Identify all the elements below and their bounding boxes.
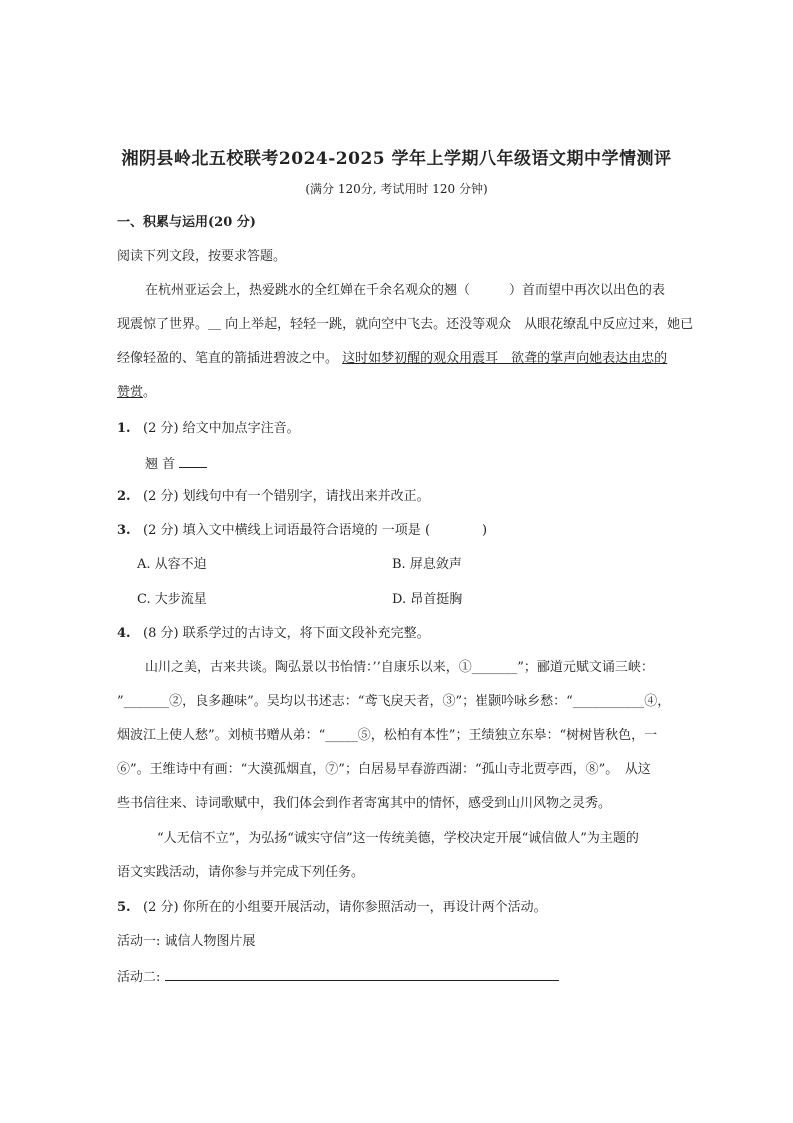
exam-subtitle: (满分 120分, 考试用时 120 分钟) [305,182,488,196]
question-3 [117,522,487,540]
answer-blank[interactable] [179,454,207,468]
underlined-sentence: 这时如梦初醒的观众用震耳 欲聋的掌声向她表达由忠的 [342,351,668,366]
q1-item [145,454,207,474]
question-5 [117,899,547,917]
q4-line: ”_______②，良多趣味”。吴均以书述志：“鸢飞戾天者，③”；崔颢吟咏乡愁：“___________④， [117,694,671,709]
underlined-sentence-end: 赞赏 [117,385,144,400]
question-text: (2 分) 填入文中横线上词语最符合语境的 一项是 ( ) [143,523,488,538]
question-text: (2 分) 你所在的小组要开展活动，请你参照活动一，再设计两个活动。 [143,900,547,915]
exam-title: 湘阴县岭北五校联考2024-2025 学年上学期八年级语文期中学情测评 [121,149,672,169]
q4-line: 些书信往来、诗词歌赋中，我们体会到作者寄寓其中的情怀，感受到山川风物之灵秀。 [117,796,612,811]
instruction-text: 阅读下列文段，按要求答题。 [117,249,287,264]
question-number: 3. [117,523,131,538]
activity-intro-line: 语文实践活动，请你参与并完成下列任务。 [117,865,365,880]
q4-line: ⑥”。王维诗中有画：“大漠孤烟直，⑦”；白居易早春游西湖：“孤山寺北贾亭西，⑧”。 从这 [117,762,651,777]
option-b[interactable]: B. 屏息敛声 [392,557,462,572]
option-a[interactable]: A. 从容不迫 [137,557,207,572]
activity-2-row [117,967,559,987]
question-1 [117,420,300,438]
question-number: 1. [117,421,131,436]
answer-line[interactable] [165,967,559,981]
option-d[interactable]: D. 昂首挺胸 [392,592,463,607]
passage-text: 经像轻盈的、笔直的箭插进碧波之中。 [117,351,339,366]
activity-1: 活动一: 诚信人物图片展 [117,934,256,949]
question-4 [117,625,430,643]
passage-text: 。 [143,385,157,400]
passage-line: 在杭州亚运会上，热爱跳水的全红婵在千余名观众的翘（ ）首而望中再次以出色的表 [145,283,666,298]
q4-line: 烟波江上使人愁”。刘桢书赠从弟：“_____⑤，松柏有本性”；王绩独立东皋：“树树皆秋色，一 [117,728,658,743]
question-text: (2 分) 划线句中有一个错别字，请找出来并改正。 [143,489,430,504]
question-number: 4. [117,626,131,641]
question-number: 5. [117,900,131,915]
activity-intro-line: “人无信不立”，为弘扬“诚实守信”这一传统美德，学校决定开展“诚信做人”为主题的 [157,831,639,846]
question-number: 2. [117,489,131,504]
passage-line: 现震惊了世界。＿ 向上举起，轻轻一跳，就向空中飞去。还没等观众 从眼花缭乱中反应过来，她已 [117,317,694,332]
activity-2-label: 活动二: [117,970,161,985]
passage-line [117,350,667,368]
passage-line [117,384,156,402]
question-text: (8 分) 联系学过的古诗文，将下面文段补充完整。 [143,626,430,641]
q1-word: 翘 首 [145,457,176,472]
question-2 [117,488,430,506]
q4-line: 山川之美，古来共谈。陶弘景以书怡情：’’自康乐以来，①_______”；郦道元赋文诵三峡： [145,660,654,675]
option-c[interactable]: C. 大步流星 [137,592,207,607]
question-text: (2 分) 给文中加点字注音。 [143,421,300,436]
section-heading: 一、积累与运用(20 分) [117,215,256,230]
